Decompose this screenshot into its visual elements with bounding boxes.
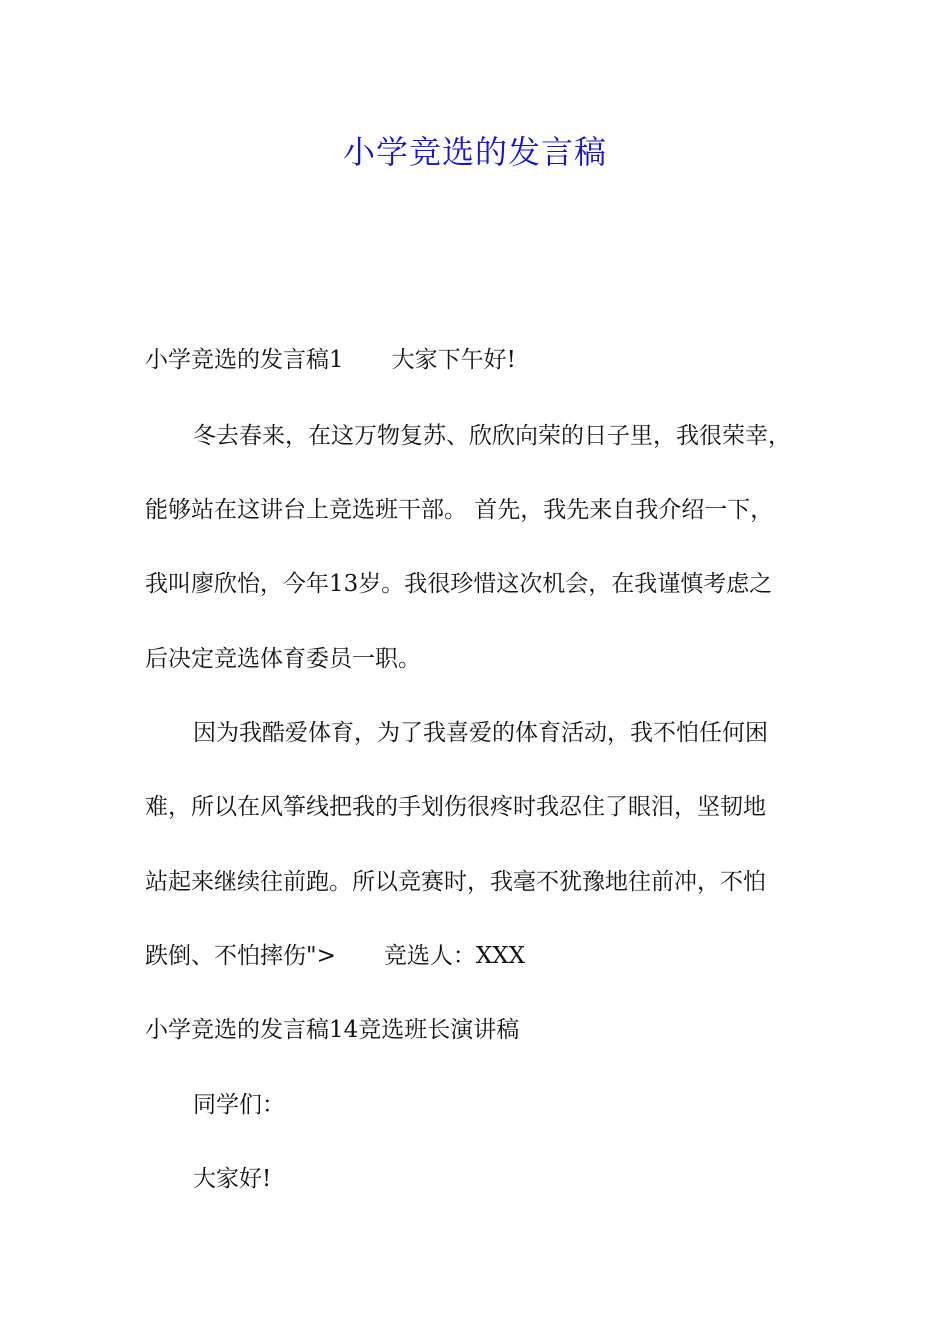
paragraph-text: 跌倒、不怕摔伤"> — [145, 943, 336, 969]
paragraph-line: 难，所以在风筝线把我的手划伤很疼时我忍住了眼泪，坚韧地 — [145, 794, 766, 820]
greeting-text: 大家下午好! — [391, 347, 516, 373]
paragraph-line: 后决定竞选体育委员一职。 — [145, 646, 421, 672]
paragraph-line: 站起来继续往前跑。所以竞赛时，我毫不犹豫地往前冲，不怕 — [145, 869, 766, 895]
section-heading: 小学竞选的发言稿14竞选班长演讲稿 — [145, 1017, 520, 1043]
paragraph-line: 因为我酷爱体育，为了我喜爱的体育活动，我不怕任何困 — [193, 720, 768, 746]
paragraph-line: 我叫廖欣怡，今年13岁。我很珍惜这次机会，在我谨慎考虑之 — [145, 571, 773, 597]
section-heading: 小学竞选的发言稿1 — [145, 347, 344, 373]
paragraph-line — [145, 343, 845, 377]
paragraph-line: 冬去春来，在这万物复苏、欣欣向荣的日子里，我很荣幸， — [193, 423, 791, 449]
document-title: 小学竞选的发言稿 — [342, 133, 607, 171]
paragraph-line — [145, 939, 845, 973]
greeting-line: 大家好! — [193, 1166, 272, 1192]
paragraph-line: 能够站在这讲台上竞选班干部。 首先，我先来自我介绍一下， — [145, 497, 774, 523]
salutation-line: 同学们： — [193, 1092, 285, 1118]
candidate-signature: 竞选人：XXX — [383, 943, 525, 969]
